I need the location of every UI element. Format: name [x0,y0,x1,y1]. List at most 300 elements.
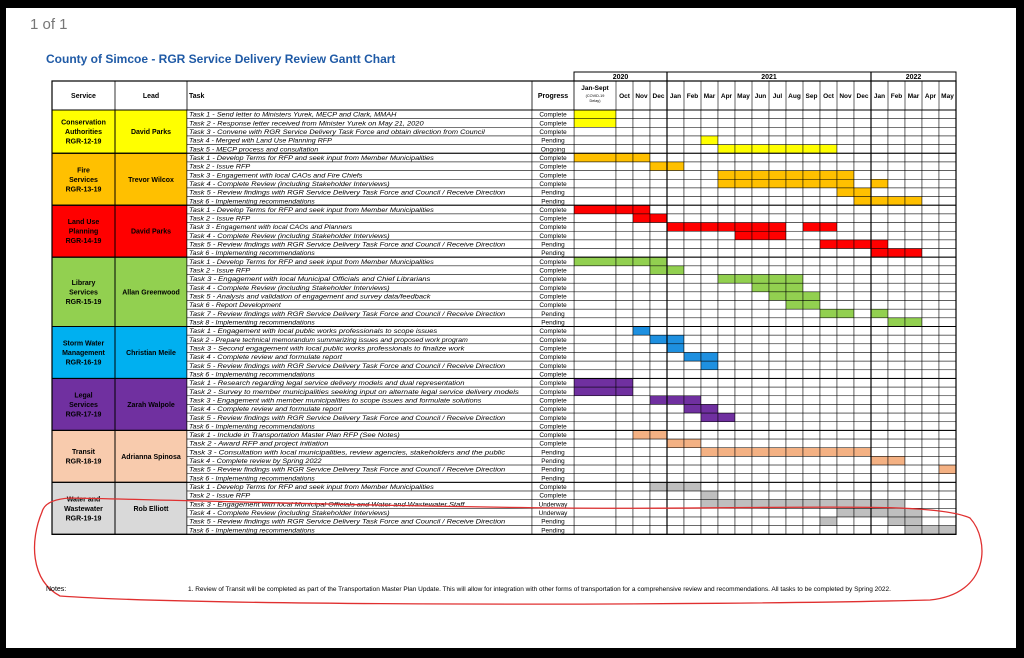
gantt-empty-cell [616,136,633,145]
gantt-empty-cell [939,361,956,370]
gantt-empty-cell [939,344,956,353]
gantt-bar-cell [786,301,803,310]
gantt-empty-cell [905,205,922,214]
gantt-empty-cell [837,257,854,266]
gantt-empty-cell [667,119,684,128]
progress-status: Complete [539,414,567,422]
gantt-empty-cell [854,456,871,465]
task-label: Task 6 - Implementing recommendations [189,423,316,431]
gantt-bar-cell [769,231,786,240]
gantt-bar-cell [871,309,888,318]
gantt-empty-cell [616,404,633,413]
gantt-empty-cell [786,153,803,162]
gantt-empty-cell [769,205,786,214]
gantt-empty-cell [837,119,854,128]
gantt-empty-cell [735,517,752,526]
gantt-empty-cell [650,508,667,517]
gantt-empty-cell [633,439,650,448]
gantt-empty-cell [616,162,633,171]
gantt-empty-cell [684,500,701,509]
gantt-empty-cell [939,197,956,206]
gantt-bar-cell [718,448,735,457]
gantt-empty-cell [667,145,684,154]
month-label: May [737,93,750,100]
gantt-bar-cell [786,171,803,180]
gantt-empty-cell [633,344,650,353]
gantt-empty-cell [922,491,939,500]
gantt-empty-cell [905,214,922,223]
gantt-empty-cell [820,474,837,483]
gantt-empty-cell [667,500,684,509]
gantt-empty-cell [633,266,650,275]
gantt-empty-cell [905,179,922,188]
gantt-empty-cell [888,223,905,232]
gantt-empty-cell [752,344,769,353]
gantt-empty-cell [837,153,854,162]
gantt-empty-cell [616,171,633,180]
gantt-bar-cell [871,197,888,206]
gantt-empty-cell [752,413,769,422]
gantt-bar-cell [718,275,735,284]
gantt-empty-cell [667,197,684,206]
gantt-empty-cell [633,335,650,344]
gantt-empty-cell [633,448,650,457]
gantt-empty-cell [769,370,786,379]
gantt-empty-cell [574,188,616,197]
notes-label: Notes: [46,586,67,593]
gantt-bar-cell [684,482,701,491]
gantt-bar-cell [871,179,888,188]
gantt-empty-cell [786,127,803,136]
gantt-empty-cell [701,292,718,301]
task-label: Task 1 - Engagement with local public works professionals to scope issues [189,328,439,336]
gantt-empty-cell [905,448,922,457]
gantt-empty-cell [888,301,905,310]
gantt-empty-cell [820,327,837,336]
gantt-bar-cell [574,119,616,128]
gantt-empty-cell [820,275,837,284]
gantt-empty-cell [701,508,718,517]
gantt-empty-cell [905,153,922,162]
gantt-empty-cell [837,430,854,439]
gantt-empty-cell [718,205,735,214]
gantt-empty-cell [718,309,735,318]
month-label: Oct [619,93,630,100]
gantt-empty-cell [718,517,735,526]
gantt-empty-cell [735,370,752,379]
gantt-empty-cell [922,327,939,336]
task-label: Task 1 - Develop Terms for RFP and seek input from Member Municipalities [189,154,435,162]
gantt-bar-cell [667,162,684,171]
gantt-empty-cell [752,110,769,119]
gantt-empty-cell [888,474,905,483]
gantt-empty-cell [854,292,871,301]
gantt-empty-cell [786,344,803,353]
gantt-empty-cell [701,127,718,136]
gantt-empty-cell [820,387,837,396]
month-label: Nov [635,93,648,100]
gantt-empty-cell [735,378,752,387]
gantt-empty-cell [905,301,922,310]
gantt-bar-cell [939,465,956,474]
gantt-empty-cell [820,491,837,500]
progress-status: Complete [539,397,567,405]
gantt-empty-cell [667,309,684,318]
gantt-bar-cell [650,257,667,266]
gantt-empty-cell [684,145,701,154]
gantt-empty-cell [786,378,803,387]
gantt-empty-cell [650,413,667,422]
gantt-empty-cell [922,352,939,361]
gantt-empty-cell [786,110,803,119]
gantt-empty-cell [803,517,820,526]
gantt-empty-cell [769,491,786,500]
gantt-empty-cell [574,266,616,275]
gantt-empty-cell [701,171,718,180]
gantt-empty-cell [939,474,956,483]
gantt-empty-cell [684,171,701,180]
gantt-empty-cell [888,205,905,214]
task-label: Task 4 - Complete Review (including Stakeholder Interviews) [189,510,390,518]
gantt-bar-cell [574,378,616,387]
gantt-empty-cell [574,526,616,535]
gantt-bar-cell [574,110,616,119]
month-label: Jun [754,93,767,100]
gantt-empty-cell [871,214,888,223]
gantt-empty-cell [684,275,701,284]
gantt-empty-cell [735,387,752,396]
gantt-empty-cell [922,205,939,214]
gantt-empty-cell [633,275,650,284]
progress-status: Complete [539,371,567,379]
gantt-empty-cell [735,240,752,249]
gantt-bar-cell [786,283,803,292]
gantt-empty-cell [820,526,837,535]
gantt-bar-cell [701,404,718,413]
gantt-empty-cell [735,119,752,128]
gantt-empty-cell [718,231,735,240]
gantt-empty-cell [701,257,718,266]
gantt-empty-cell [735,292,752,301]
service-name: Conservation [61,119,106,127]
gantt-empty-cell [633,110,650,119]
month-label: Dec [652,93,665,100]
gantt-empty-cell [871,448,888,457]
progress-status: Ongoing [540,146,566,154]
gantt-empty-cell [769,387,786,396]
gantt-bar-cell [803,223,820,232]
task-label: Task 5 - MECP process and consultation [189,146,319,154]
gantt-empty-cell [786,318,803,327]
gantt-empty-cell [735,456,752,465]
gantt-bar-cell [837,240,854,249]
gantt-bar-cell [574,257,616,266]
gantt-empty-cell [769,482,786,491]
gantt-bar-cell [650,396,667,405]
gantt-empty-cell [752,205,769,214]
gantt-empty-cell [905,396,922,405]
gantt-empty-cell [786,439,803,448]
gantt-empty-cell [633,482,650,491]
gantt-empty-cell [854,517,871,526]
gantt-empty-cell [574,456,616,465]
gantt-empty-cell [786,474,803,483]
gantt-empty-cell [888,292,905,301]
gantt-empty-cell [905,119,922,128]
gantt-empty-cell [684,422,701,431]
gantt-empty-cell [922,344,939,353]
gantt-bar-cell [820,145,837,154]
gantt-bar-cell [667,335,684,344]
gantt-empty-cell [888,119,905,128]
gantt-empty-cell [633,171,650,180]
gantt-empty-cell [837,249,854,258]
gantt-empty-cell [803,249,820,258]
gantt-empty-cell [939,153,956,162]
gantt-empty-cell [650,387,667,396]
gantt-empty-cell [820,110,837,119]
gantt-bar-cell [735,171,752,180]
gantt-empty-cell [888,378,905,387]
task-label: Task 1 - Send letter to Ministers Yurek, MECP and Clark, MMAH [189,111,397,119]
service-name: Wastewater [64,505,103,513]
gantt-bar-cell [684,404,701,413]
gantt-empty-cell [616,318,633,327]
gantt-empty-cell [735,491,752,500]
gantt-empty-cell [939,327,956,336]
gantt-empty-cell [820,119,837,128]
gantt-empty-cell [650,344,667,353]
gantt-empty-cell [871,370,888,379]
gantt-empty-cell [905,283,922,292]
gantt-empty-cell [633,474,650,483]
gantt-empty-cell [854,179,871,188]
service-name: Services [69,289,98,297]
gantt-empty-cell [786,422,803,431]
gantt-bar-cell [616,378,633,387]
gantt-empty-cell [854,318,871,327]
month-label: Feb [890,93,903,100]
gantt-empty-cell [939,448,956,457]
gantt-empty-cell [616,422,633,431]
gantt-empty-cell [574,179,616,188]
gantt-empty-cell [854,327,871,336]
gantt-empty-cell [871,361,888,370]
gantt-empty-cell [854,214,871,223]
year-label: 2021 [761,74,777,81]
task-label: Task 4 - Complete Review (including Stakeholder Interviews) [189,232,390,240]
gantt-empty-cell [574,145,616,154]
gantt-bar-cell [820,223,837,232]
gantt-empty-cell [837,136,854,145]
gantt-empty-cell [786,370,803,379]
gantt-empty-cell [888,370,905,379]
progress-status: Complete [539,232,567,240]
gantt-bar-cell [871,456,888,465]
gantt-empty-cell [574,396,616,405]
gantt-empty-cell [854,145,871,154]
gantt-empty-cell [871,517,888,526]
gantt-empty-cell [769,136,786,145]
gantt-empty-cell [922,465,939,474]
gantt-bar-cell [616,153,633,162]
gantt-empty-cell [684,119,701,128]
gantt-empty-cell [803,378,820,387]
gantt-empty-cell [803,474,820,483]
gantt-empty-cell [820,266,837,275]
gantt-bar-cell [752,231,769,240]
gantt-empty-cell [718,257,735,266]
gantt-empty-cell [803,439,820,448]
gantt-empty-cell [667,214,684,223]
gantt-empty-cell [735,335,752,344]
gantt-empty-cell [871,318,888,327]
gantt-empty-cell [769,404,786,413]
gantt-empty-cell [871,439,888,448]
gantt-empty-cell [871,223,888,232]
gantt-empty-cell [888,275,905,284]
gantt-empty-cell [922,404,939,413]
gantt-empty-cell [718,344,735,353]
progress-status: Complete [539,154,567,162]
gantt-empty-cell [871,162,888,171]
gantt-bar-cell [786,145,803,154]
gantt-empty-cell [803,257,820,266]
gantt-empty-cell [650,223,667,232]
gantt-empty-cell [854,404,871,413]
gantt-empty-cell [633,352,650,361]
gantt-empty-cell [735,257,752,266]
gantt-empty-cell [701,301,718,310]
gantt-empty-cell [633,361,650,370]
gantt-empty-cell [837,283,854,292]
gantt-empty-cell [650,283,667,292]
gantt-empty-cell [939,231,956,240]
gantt-empty-cell [888,430,905,439]
gantt-empty-cell [752,292,769,301]
gantt-empty-cell [701,335,718,344]
gantt-empty-cell [922,197,939,206]
gantt-bar-cell [701,136,718,145]
header-service: Service [71,93,96,100]
gantt-empty-cell [837,318,854,327]
gantt-empty-cell [769,430,786,439]
gantt-empty-cell [939,110,956,119]
gantt-bar-cell [871,240,888,249]
gantt-empty-cell [752,430,769,439]
gantt-empty-cell [616,249,633,258]
gantt-empty-cell [633,491,650,500]
progress-status: Pending [541,458,565,466]
gantt-empty-cell [633,231,650,240]
task-label: Task 2 - Prepare technical memorandum summarizing issues and proposed work program [189,336,469,344]
gantt-empty-cell [616,430,633,439]
gantt-empty-cell [633,179,650,188]
gantt-bar-cell [667,396,684,405]
gantt-empty-cell [820,283,837,292]
gantt-bar-cell [701,448,718,457]
gantt-empty-cell [922,266,939,275]
gantt-empty-cell [574,231,616,240]
gantt-empty-cell [820,214,837,223]
task-label: Task 3 - Convene with RGR Service Delivery Task Force and obtain direction from Council [189,128,486,136]
gantt-empty-cell [905,171,922,180]
gantt-empty-cell [650,197,667,206]
gantt-empty-cell [871,153,888,162]
gantt-empty-cell [701,119,718,128]
task-label: Task 4 - Complete review and formulate report [189,354,343,362]
gantt-empty-cell [701,370,718,379]
task-label: Task 6 - Report Development [189,302,282,310]
gantt-empty-cell [667,153,684,162]
gantt-empty-cell [803,283,820,292]
service-name: Land Use [67,219,100,227]
gantt-empty-cell [718,153,735,162]
month-label: Sep [805,93,818,100]
gantt-empty-cell [871,205,888,214]
month-label: Aug [788,93,801,100]
gantt-empty-cell [905,127,922,136]
gantt-bar-cell [650,162,667,171]
gantt-empty-cell [667,465,684,474]
service-name: Management [62,349,105,357]
gantt-empty-cell [905,266,922,275]
gantt-empty-cell [718,301,735,310]
gantt-empty-cell [633,456,650,465]
gantt-empty-cell [667,352,684,361]
gantt-empty-cell [854,482,871,491]
task-label: Task 3 - Consultation with local municipalities, review agencies, stakeholders and the public [189,449,507,457]
gantt-empty-cell [939,318,956,327]
task-label: Task 1 - Develop Terms for RFP and seek input from Member Municipalities [189,206,435,214]
gantt-empty-cell [837,327,854,336]
gantt-empty-cell [684,205,701,214]
gantt-empty-cell [803,197,820,206]
gantt-empty-cell [905,500,922,509]
gantt-empty-cell [803,352,820,361]
gantt-empty-cell [650,526,667,535]
gantt-empty-cell [616,127,633,136]
lead-name: Zarah Walpole [127,401,175,409]
gantt-empty-cell [803,508,820,517]
gantt-empty-cell [701,318,718,327]
gantt-empty-cell [769,465,786,474]
gantt-empty-cell [684,370,701,379]
gantt-empty-cell [922,292,939,301]
gantt-empty-cell [633,404,650,413]
gantt-empty-cell [888,179,905,188]
progress-status: Complete [539,258,567,266]
task-label: Task 2 - Issue RFP [189,492,252,500]
gantt-empty-cell [820,456,837,465]
gantt-empty-cell [939,275,956,284]
gantt-bar-cell [939,526,956,535]
gantt-empty-cell [752,327,769,336]
gantt-bar-cell [837,171,854,180]
gantt-empty-cell [922,396,939,405]
gantt-empty-cell [871,283,888,292]
progress-status: Pending [541,137,565,145]
gantt-bar-cell [837,448,854,457]
gantt-empty-cell [574,430,616,439]
gantt-bar-cell [718,413,735,422]
gantt-empty-cell [939,396,956,405]
gantt-empty-cell [871,119,888,128]
gantt-bar-cell [888,508,905,517]
gantt-empty-cell [854,439,871,448]
gantt-empty-cell [786,361,803,370]
gantt-empty-cell [820,205,837,214]
